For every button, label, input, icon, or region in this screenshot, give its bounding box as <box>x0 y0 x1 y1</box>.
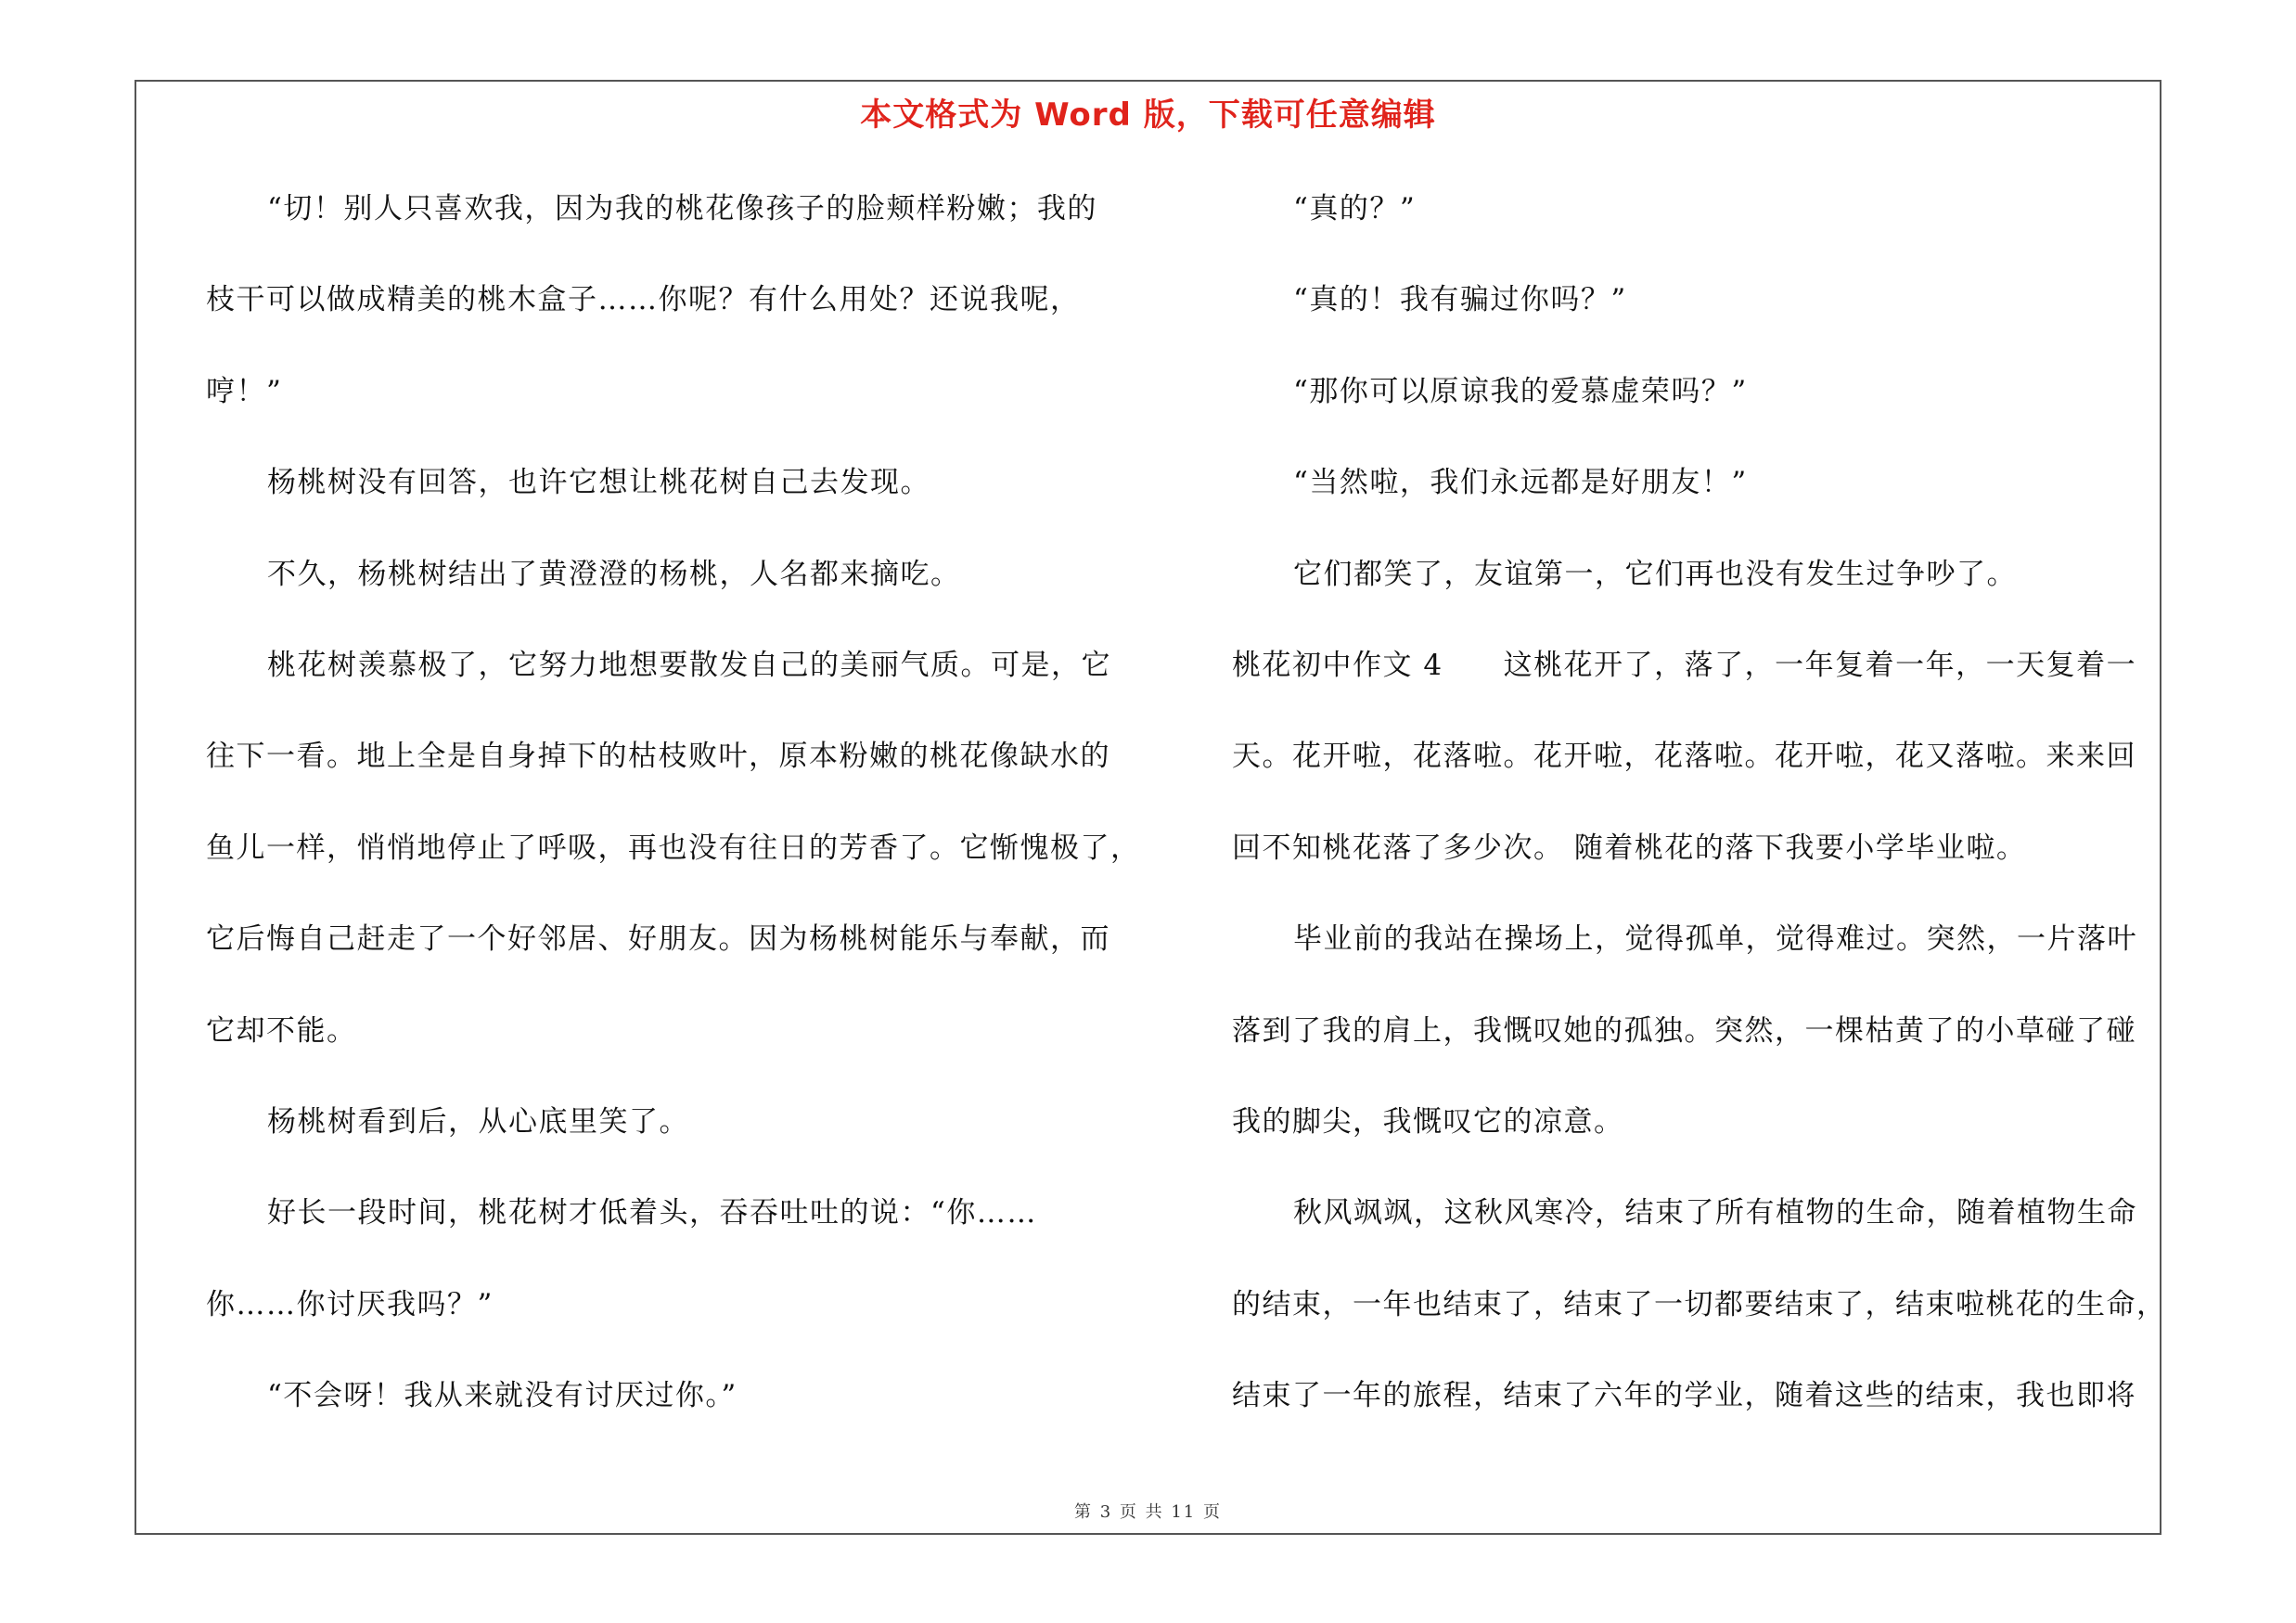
text-line: 不久，杨桃树结出了黄澄澄的杨桃，人名都来摘吃。 <box>267 557 961 591</box>
text-line: 它后悔自己赶走了一个好邻居、好朋友。因为杨桃树能乐与奉献，而 <box>206 922 1110 957</box>
text-line: 桃花树羡慕极了，它努力地想要散发自己的美丽气质。可是，它 <box>267 648 1111 682</box>
text-line: “不会呀！我从来就没有讨厌过你。” <box>267 1379 738 1413</box>
text-line: 往下一看。地上全是自身掉下的枯枝败叶，原本粉嫩的桃花像缺水的 <box>206 740 1110 774</box>
text-line: 毕业前的我站在操场上，觉得孤单，觉得难过。突然，一片落叶 <box>1293 922 2137 957</box>
text-line: 好长一段时间，桃花树才低着头，吞吞吐吐的说：“你…… <box>267 1196 1037 1230</box>
text-line: 天。花开啦，花落啦。花开啦，花落啦。花开啦，花又落啦。来来回 <box>1232 740 2136 774</box>
text-line: 哼！” <box>206 374 283 408</box>
text-line: 的结束，一年也结束了，结束了一切都要结束了，结束啦桃花的生命， <box>1232 1287 2167 1321</box>
header-banner: 本文格式为 Word 版，下载可任意编辑 <box>860 97 1436 134</box>
text-line: 我的脚尖，我慨叹它的凉意。 <box>1232 1104 1624 1139</box>
text-line: “真的？” <box>1293 192 1417 225</box>
text-line: 回不知桃花落了多少次。 随着桃花的落下我要小学毕业啦。 <box>1232 831 2027 865</box>
text-line: 它们都笑了，友谊第一，它们再也没有发生过争吵了。 <box>1293 557 2017 591</box>
text-line: 你……你讨厌我吗？” <box>206 1287 494 1321</box>
text-line: 鱼儿一样，悄悄地停止了呼吸，再也没有往日的芳香了。它惭愧极了， <box>206 831 1141 865</box>
text-line: 枝干可以做成精美的桃木盒子……你呢？有什么用处？还说我呢， <box>206 283 1081 317</box>
text-line: “切！别人只喜欢我，因为我的桃花像孩子的脸颊样粉嫩；我的 <box>267 192 1097 225</box>
text-line: 秋风飒飒，这秋风寒冷，结束了所有植物的生命，随着植物生命 <box>1293 1196 2137 1230</box>
text-line: “真的！我有骗过你吗？” <box>1293 283 1627 317</box>
text-line: 杨桃树看到后，从心底里笑了。 <box>267 1104 689 1139</box>
text-line: 杨桃树没有回答，也许它想让桃花树自己去发现。 <box>267 466 930 500</box>
text-line: 它却不能。 <box>206 1013 357 1048</box>
left-column <box>206 186 1141 1463</box>
right-column <box>1232 186 2167 1463</box>
text-line: 桃花初中作文 4 这桃花开了，落了，一年复着一年，一天复着一 <box>1232 648 2137 682</box>
text-line: “当然啦，我们永远都是好朋友！” <box>1293 466 1748 500</box>
text-line: 落到了我的肩上，我慨叹她的孤独。突然，一棵枯黄了的小草碰了碰 <box>1232 1013 2136 1048</box>
page-number-footer: 第 3 页 共 11 页 <box>1074 1502 1222 1522</box>
text-line: 结束了一年的旅程，结束了六年的学业，随着这些的结束，我也即将 <box>1232 1379 2136 1413</box>
text-line: “那你可以原谅我的爱慕虚荣吗？” <box>1293 374 1748 408</box>
